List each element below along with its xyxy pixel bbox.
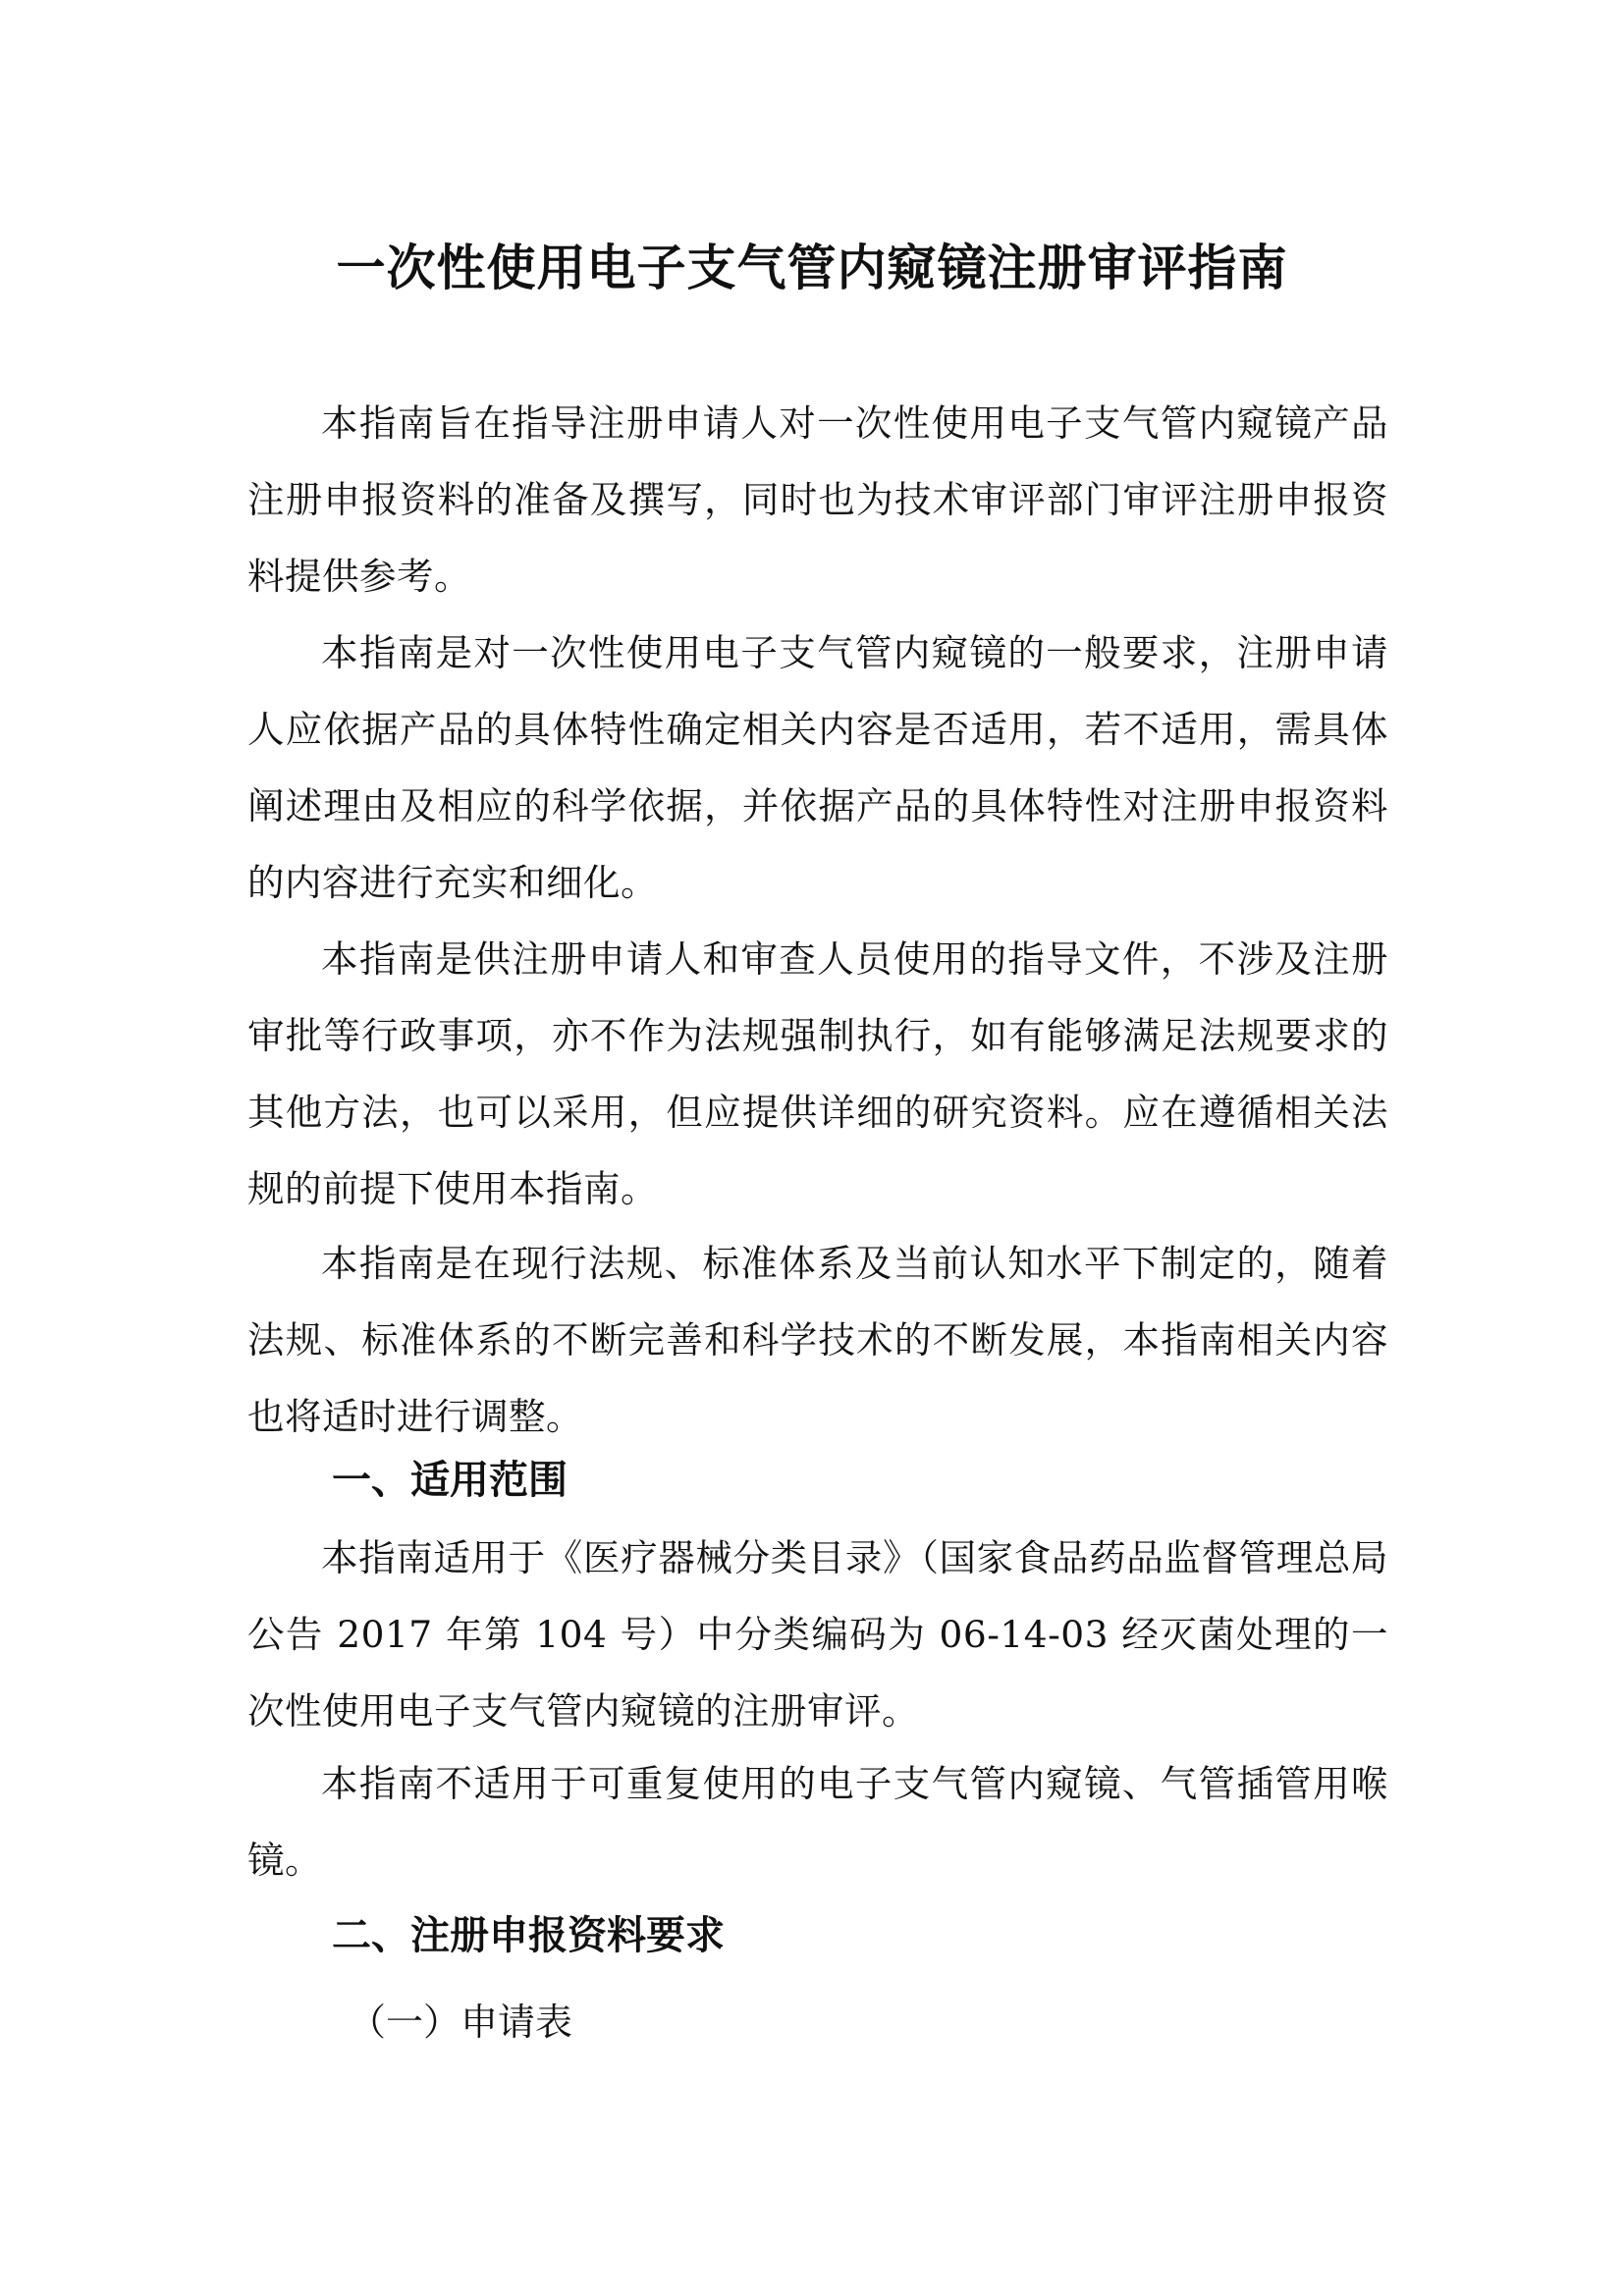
subsection-heading-application-form: （一）申请表 [349, 2001, 573, 2044]
section-heading-scope: 一、适用范围 [332, 1458, 568, 1503]
scope-paragraph-1: 本指南适用于《医疗器械分类目录》（国家食品药品监督管理总局公告 2017 年第 104 号）中分类编码为 06-14-03 经灭菌处理的一次性使用电子支气管内窥镜的注册审评。 [247, 1536, 1388, 1733]
intro-paragraph-1: 本指南旨在指导注册申请人对一次性使用电子支气管内窥镜产品注册申报资料的准备及撰写，同时也为技术审评部门审评注册申报资料提供参考。 [247, 401, 1388, 598]
section-heading-requirements: 二、注册申报资料要求 [332, 1913, 725, 1958]
intro-paragraph-2: 本指南是对一次性使用电子支气管内窥镜的一般要求，注册申请人应依据产品的具体特性确定相关内容是否适用，若不适用，需具体阐述理由及相应的科学依据，并依据产品的具体特性对注册申报资料的内容进行充实和细化。 [247, 631, 1388, 904]
intro-paragraph-4: 本指南是在现行法规、标准体系及当前认知水平下制定的，随着法规、标准体系的不断完善和科学技术的不断发展，本指南相关内容也将适时进行调整。 [247, 1242, 1388, 1438]
intro-paragraph-3: 本指南是供注册申请人和审查人员使用的指导文件，不涉及注册审批等行政事项，亦不作为法规强制执行，如有能够满足法规要求的其他方法，也可以采用，但应提供详细的研究资料。应在遵循相关法规的前提下使用本指南。 [247, 937, 1388, 1210]
scope-paragraph-2: 本指南不适用于可重复使用的电子支气管内窥镜、气管插管用喉镜。 [247, 1762, 1388, 1882]
document-title: 一次性使用电子支气管内窥镜注册审评指南 [336, 239, 1288, 296]
